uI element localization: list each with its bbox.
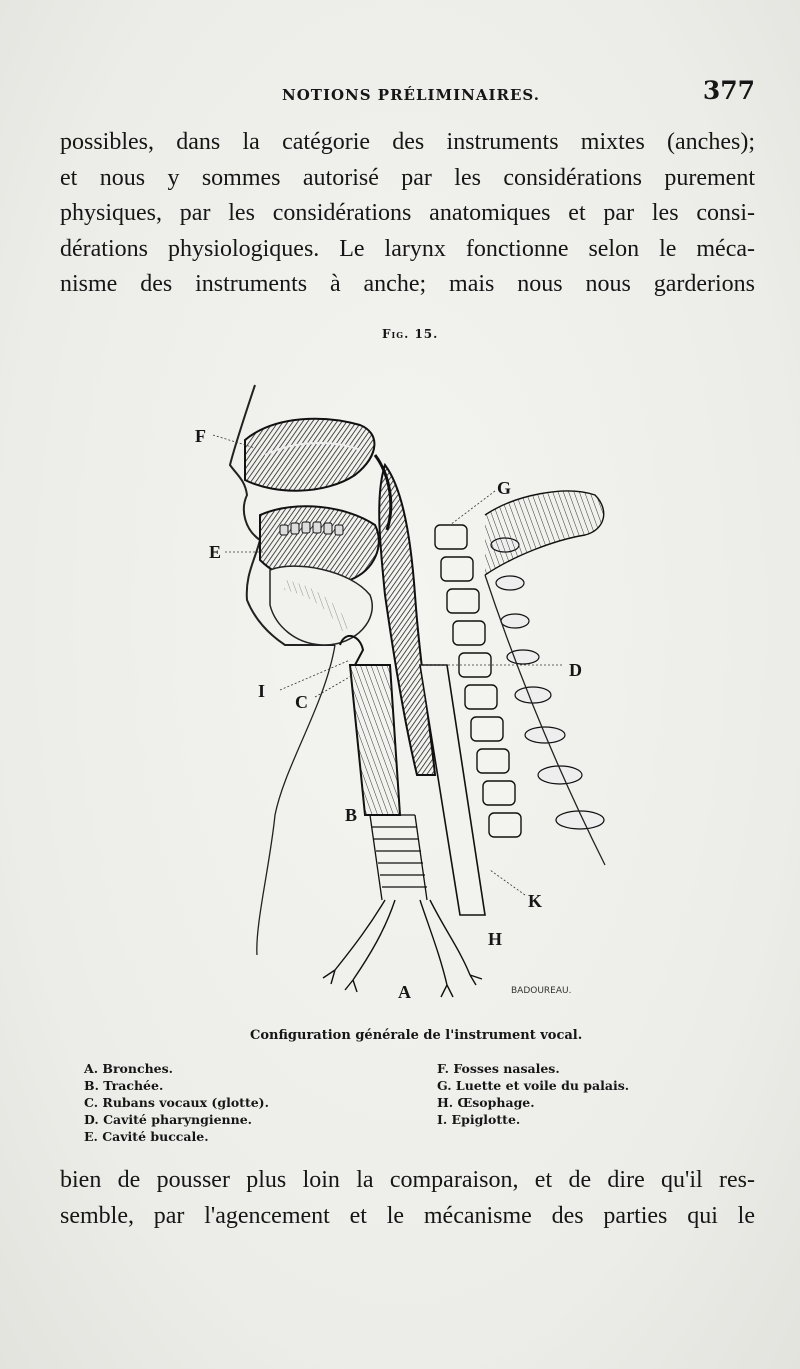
figure-letter-d: D xyxy=(569,660,582,680)
text-line: nisme des instruments à anche; mais nous nous garderions xyxy=(60,271,755,297)
legend-item: I. Epiglotte. xyxy=(437,1112,521,1127)
page-number: 377 xyxy=(702,76,755,105)
legend-item: A. Bronches. xyxy=(84,1061,174,1076)
figure-letter-b: B xyxy=(345,805,358,825)
running-head: NOTIONS PRÉLIMINAIRES. xyxy=(282,86,540,104)
anatomical-illustration xyxy=(185,345,630,1015)
figure-caption: Configuration générale de l'instrument vocal. xyxy=(250,1028,583,1043)
larynx xyxy=(350,665,400,815)
legend-item: C. Rubans vocaux (glotte). xyxy=(84,1095,269,1110)
legend-right xyxy=(437,1060,629,1128)
legend-item: H. Œsophage. xyxy=(437,1095,535,1110)
engraver-signature: BADOUREAU. xyxy=(511,986,572,996)
text-line: physiques, par les considérations anatomiques et par les consi- xyxy=(60,200,755,226)
legend-item: D. Cavité pharyngienne. xyxy=(84,1112,253,1127)
legend-left xyxy=(84,1060,269,1145)
figure-letter-c: C xyxy=(295,692,308,712)
nasal-cavity xyxy=(245,419,374,491)
figure-letter-f: F xyxy=(195,426,206,446)
text-line: dérations physiologiques. Le larynx fonctionne selon le méca- xyxy=(60,235,755,262)
figure-letter-i: I xyxy=(258,681,266,701)
figure-letter-k: K xyxy=(528,891,543,911)
paragraph-bottom xyxy=(60,1163,755,1234)
legend-item: E. Cavité buccale. xyxy=(84,1129,209,1144)
text-line: bien de pousser plus loin la comparaison, et de dire qu'il res- xyxy=(60,1167,755,1193)
text-line: et nous y sommes autorisé par les considérations purement xyxy=(60,164,755,191)
legend-item: B. Trachée. xyxy=(84,1078,164,1093)
page-header xyxy=(60,72,755,112)
figure-number: Fig. 15. xyxy=(382,327,439,341)
text-line: semble, par l'agencement et le mécanisme des parties qui le xyxy=(60,1202,755,1229)
legend-item: F. Fosses nasales. xyxy=(437,1061,560,1076)
figure-letter-g: G xyxy=(497,478,512,498)
text-line: possibles, dans la catégorie des instruments mixtes (anches); xyxy=(60,129,755,155)
figure-letter-e: E xyxy=(209,542,222,562)
figure-letter-a: A xyxy=(398,982,411,1002)
paragraph-top xyxy=(60,125,755,303)
trachea-rings xyxy=(370,815,427,900)
legend-item: G. Luette et voile du palais. xyxy=(437,1078,630,1093)
skull-back xyxy=(485,491,604,575)
figure-letter-h: H xyxy=(488,929,503,949)
